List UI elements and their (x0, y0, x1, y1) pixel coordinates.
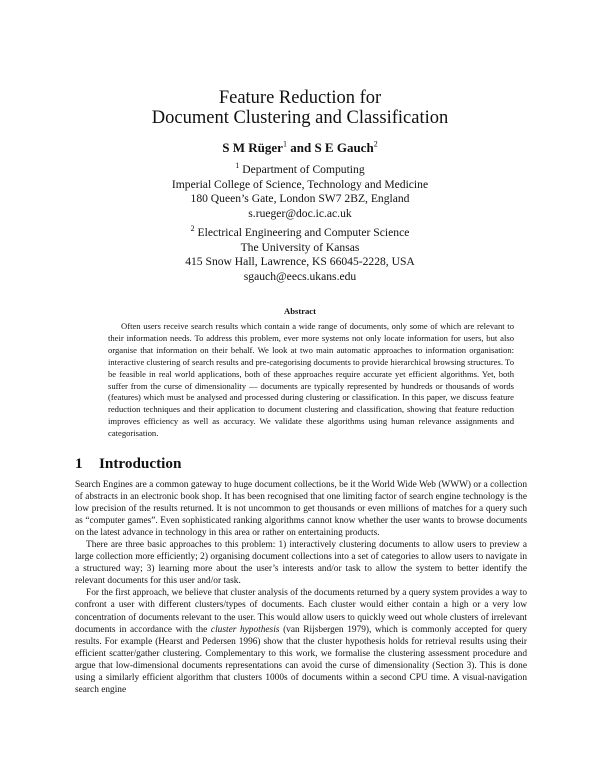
paper-title-line-1: Feature Reduction for (218, 88, 382, 108)
paragraph-3-end: (van Rijsbergen 1979), which is commonly accepted for query results. For example (Hearst and Pedersen 1996) show that the cluster hypothesis holds for retrieval results using their efficient scatter/gather clustering. Complementary to this work, we formalise the clustering assessment procedure and argue that low-dimensional documents representations can avoid the curse of dimensionality (Section 3). This is done using a similarly efficient algorithm that clusters 1000s of documents within a second CPU time. A visual-navigation search engine (75, 624, 528, 695)
section-number: 1 (75, 455, 83, 472)
affiliation-2-email: sgauch@eecs.ukans.edu (243, 270, 357, 284)
author-ruger: S M Rüger (222, 140, 283, 155)
affiliation-2-department: Electrical Engineering and Computer Science (197, 226, 410, 239)
introduction-paragraph-3 (75, 587, 527, 695)
author-gauch-mark: 2 (373, 139, 378, 149)
cluster-hypothesis-term: cluster hypothesis (210, 624, 280, 635)
affiliation-kansas (60, 226, 540, 285)
affiliation-2-address: 415 Snow Hall, Lawrence, KS 66045-2228, USA (185, 255, 415, 269)
paper-title-line-2: Document Clustering and Classification (151, 108, 449, 128)
affiliation-1-email: s.rueger@doc.ic.ac.uk (248, 207, 352, 221)
affiliation-1-mark: 1 (235, 161, 240, 171)
author-conjunction: and (286, 140, 315, 155)
affiliation-2-mark: 2 (190, 224, 195, 234)
author-gauch: S E Gauch (314, 140, 374, 155)
section-heading-introduction (75, 455, 181, 473)
section-title: Introduction (99, 455, 182, 472)
affiliation-1-department: Department of Computing (242, 163, 365, 176)
abstract-text: Often users receive search results which contain a wide range of documents, only some of which are relevant to their information needs. To address this problem, ever more systems not only locate information for users, but also organise that information on their behalf. We look at two main automatic approaches to information organisation: interactive clustering of search results and pre-categorising documents to provide hierarchical browsing structures. To be feasible in real world applications, both of these approaches require accurate yet efficient algorithms. Yet, both suffer from the curse of dimensionality — documents are typically represented by hundreds or thousands of words (features) which must be analysed and processed during clustering or classification. In this paper, we discuss feature reduction techniques and their application to document clustering and classification, showing that feature reduction improves efficiency as well as accuracy. We validate these algorithms using human relevance assignments and categorisation. (108, 321, 514, 439)
introduction-paragraph-2: There are three basic approaches to this problem: 1) interactively clustering documents to allow users to preview a large collection more efficiently; 2) organising document collections into a set of categories to allow users to navigate in a structured way; 3) learning more about the user’s interests and/or task to allow the system to better identify the relevant documents for this user and/or task. (75, 540, 527, 587)
affiliation-2-institution: The University of Kansas (240, 240, 360, 254)
introduction-body (75, 479, 527, 696)
introduction-paragraph-1: Search Engines are a common gateway to huge document collections, be it the World Wide Web (WWW) or a collection of abstracts in an electronic book shop. It has been recognised that one limiting factor of search engine technology is the low precision of the results returned. It is not uncommon to get thousands or even millions of matches for a query such as “computer games”. Even sophisticated ranking algorithms cannot know whether the user wants to browse documents on the latest advance in technology in this area or rather on entertaining products. (75, 480, 527, 539)
affiliation-1-institution: Imperial College of Science, Technology and Medicine (171, 177, 429, 191)
author-ruger-mark: 1 (282, 139, 287, 149)
author-list (60, 140, 540, 156)
paragraph-3-start: For the first approach, we believe that cluster analysis of the documents returned by a query system provides a way to confront a user with different clusters/types of documents. Each cluster would either contain a high or a very low concentration of documents relevant to the user. This would allow users to quickly weed out whole clusters of irrelevant documents in accordance with the (75, 588, 527, 635)
affiliation-1-address: 180 Queen’s Gate, London SW7 2BZ, England (190, 192, 410, 206)
affiliation-imperial (60, 163, 540, 222)
abstract-heading: Abstract (284, 306, 316, 316)
